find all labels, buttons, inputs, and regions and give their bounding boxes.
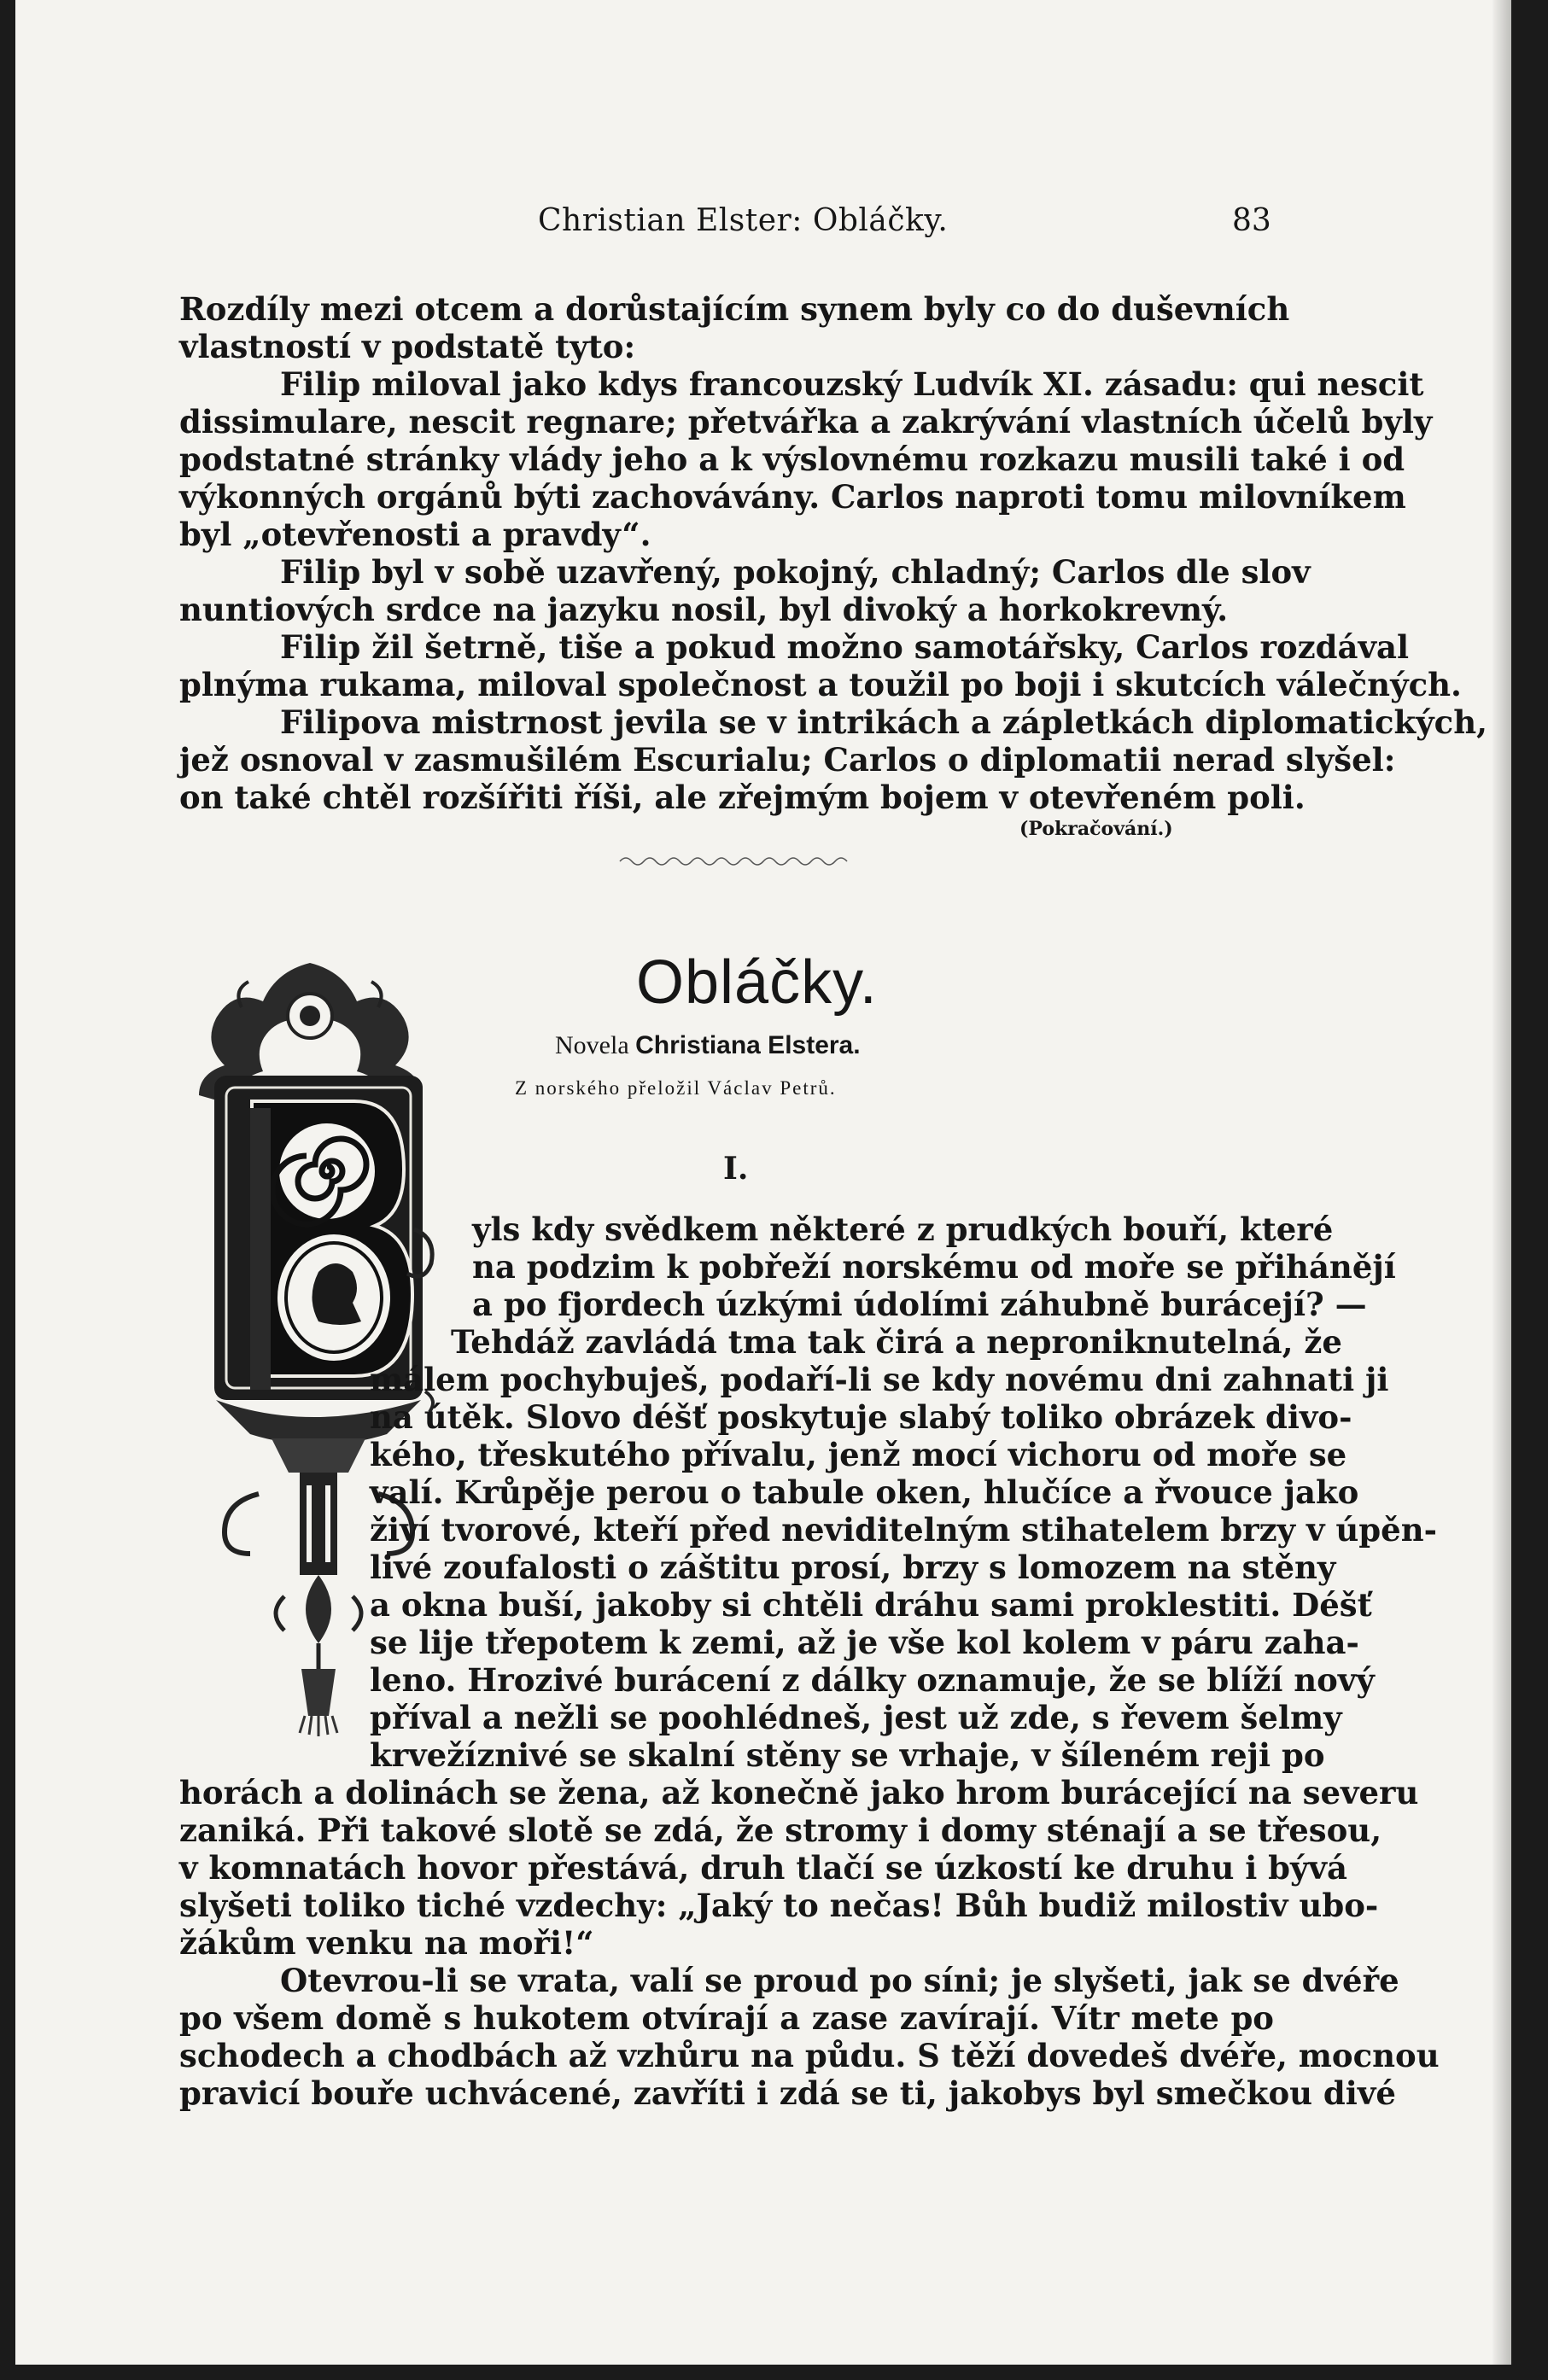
text-line: živí tvorové, kteří před neviditelným stihatelem brzy v úpěn- — [370, 1511, 1437, 1549]
text-line: se lije třepotem k zemi, až je vše kol kolem v páru zaha- — [370, 1624, 1359, 1661]
subtitle-prefix: Novela — [555, 1031, 629, 1059]
text-line: schodech a chodbách až vzhůru na půdu. S těží dovedeš dvéře, mocnou — [179, 2037, 1440, 2074]
text-line: málem pochybuješ, podaří-li se kdy novému dni zahnati ji — [370, 1361, 1389, 1398]
text-line: Filip byl v sobě uzavřený, pokojný, chladný; Carlos dle slov — [280, 553, 1311, 591]
text-line: Filipova mistrnost jevila se v intrikách a zápletkách diplomatických, — [280, 703, 1487, 741]
text-line: výkonných orgánů býti zachovávány. Carlos naproti tomu milovníkem — [179, 478, 1406, 516]
text-line: Filip miloval jako kdys francouzský Ludvík XI. zásadu: qui nescit — [280, 365, 1424, 403]
text-line: livé zoufalosti o záštitu prosí, brzy s lomozem na stěny — [370, 1549, 1336, 1586]
text-line: na podzim k pobřeží norskému od moře se přihánějí — [472, 1248, 1396, 1286]
text-line: nuntiových srdce na jazyku nosil, byl divoký a horkokrevný. — [179, 591, 1229, 628]
text-line: na útěk. Slovo déšť poskytuje slabý toliko obrázek divo- — [370, 1398, 1352, 1436]
text-line: pravicí bouře uchvácené, zavříti i zdá se ti, jakobys byl smečkou divé — [179, 2074, 1396, 2112]
text-line: po všem domě s hukotem otvírají a zase zavírají. Vítr mete po — [179, 1999, 1274, 2037]
text-line: Tehdáž zavládá tma tak čirá a neproniknutelná, že — [451, 1323, 1342, 1361]
story-subtitle — [555, 1031, 861, 1060]
text-line: jež osnoval v zasmušilém Escurialu; Carlos o diplomatii nerad slyšel: — [179, 741, 1396, 779]
continuation-note: (Pokračování.) — [1019, 818, 1173, 840]
text-line: příval a nežli se poohlédneš, jest už zde, s řevem šelmy — [370, 1699, 1342, 1736]
text-line: vlastností v podstatě tyto: — [179, 328, 636, 365]
page-edge-shadow — [1493, 0, 1511, 2365]
text-line: žákům venku na moři!“ — [179, 1924, 594, 1962]
wavy-divider — [620, 850, 850, 872]
text-line: Filip žil šetrně, tiše a pokud možno samotářsky, Carlos rozdával — [280, 628, 1410, 666]
running-title: Christian Elster: Obláčky. — [538, 203, 949, 238]
translator-line: Z norského přeložil Václav Petrů. — [515, 1077, 837, 1099]
text-line: plnýma rukama, miloval společnost a toužil po boji i skutcích válečných. — [179, 666, 1462, 703]
text-line: kého, třeskutého přívalu, jenž mocí vichoru od moře se — [370, 1436, 1347, 1473]
text-line: slyšeti toliko tiché vzdechy: „Jaký to nečas! Bůh budiž milostiv ubo- — [179, 1887, 1379, 1924]
section-number: I. — [723, 1151, 749, 1187]
text-line: dissimulare, nescit regnare; přetvářka a zakrývání vlastních účelů byly — [179, 403, 1433, 440]
text-line: valí. Krůpěje perou o tabule oken, hlučíce a řvouce jako — [370, 1473, 1359, 1511]
text-line: a okna buší, jakoby si chtěli dráhu sami proklestiti. Déšť — [370, 1586, 1372, 1624]
text-line: zaniká. Při takové slotě se zdá, že stromy i domy sténají a se třesou, — [179, 1811, 1382, 1849]
page-number: 83 — [1232, 203, 1271, 238]
text-line: horách a dolinách se žena, až konečně jako hrom burácející na severu — [179, 1774, 1419, 1811]
text-line: podstatné stránky vlády jeho a k výslovnému rozkazu musili také i od — [179, 440, 1405, 478]
text-line: byl „otevřenosti a pravdy“. — [179, 516, 651, 553]
text-line: v komnatách hovor přestává, druh tlačí se úzkostí ke druhu i bývá — [179, 1849, 1348, 1887]
text-line: on také chtěl rozšířiti říši, ale zřejmým bojem v otevřeném poli. — [179, 779, 1306, 816]
text-line: yls kdy svědkem některé z prudkých bouří, které — [472, 1210, 1334, 1248]
text-line: leno. Hrozivé burácení z dálky oznamuje, že se blíží nový — [370, 1661, 1375, 1699]
text-line: krvežíznivé se skalní stěny se vrhaje, v šíleném reji po — [370, 1736, 1325, 1774]
subtitle-author: Christiana Elstera. — [635, 1031, 861, 1059]
book-page — [15, 0, 1511, 2365]
text-line: a po fjordech úzkými údolími záhubně burácejí? — — [472, 1286, 1367, 1323]
text-line: Rozdíly mezi otcem a dorůstajícím synem byly co do duševních — [179, 290, 1290, 328]
story-title: Obláčky. — [636, 948, 878, 1017]
text-line: Otevrou-li se vrata, valí se proud po síni; je slyšeti, jak se dvéře — [280, 1962, 1399, 1999]
